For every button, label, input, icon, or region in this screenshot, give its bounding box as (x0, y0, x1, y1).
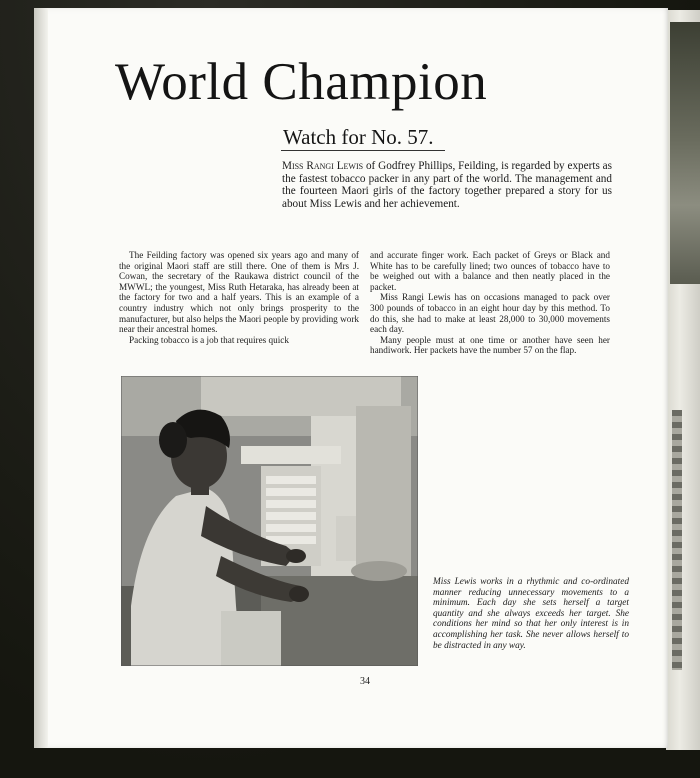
article-title: World Champion (115, 53, 488, 111)
left-column (119, 250, 359, 345)
intro-text: of Godfrey Phillips, Feilding, is regarded by experts as the fastest tobacco packer in any part of the world. The management and the fourteen Maori girls of the factory together prepared a story for us about Miss Lewis and her achievement. (282, 160, 612, 211)
left-paragraph-2: Packing tobacco is a job that requires quick (129, 334, 289, 345)
subtitle-underline (281, 150, 445, 151)
left-paragraph-1: The Feilding factory was opened six years ago and many of the original Maori staff are still there. One of them is Mrs J. Cowan, the secretary of the Raukawa district council of the MWWL; the youngest, Miss Ruth Hetaraka, has already been at the factory for two and a half years. This is an example of a country industry which not only brings prosperity to the manufacturer, but also helps the Maori people by providing work near their ancestral homes. (119, 250, 359, 335)
intro-lead-name: Miss Rangi Lewis (282, 160, 364, 172)
article-photo (121, 376, 418, 666)
page-binding-shadow (34, 8, 48, 748)
right-column (370, 250, 610, 356)
page-number: 34 (360, 676, 370, 687)
right-paragraph-2: Miss Rangi Lewis has on occasions managed to pack over 300 pounds of tobacco in an eight hour day by this method. To do this, she had to make at least 28,000 to 30,000 movements each day. (370, 292, 610, 335)
right-paragraph-3: Many people must at one time or another have seen her handiwork. Her packets have the number 57 on the flap. (370, 334, 610, 356)
facing-page-photo (670, 22, 700, 284)
article-intro (282, 160, 612, 211)
article-subtitle: Watch for No. 57. (283, 125, 434, 149)
right-paragraph-1: and accurate finger work. Each packet of Greys or Black and White has to be carefully lined; two ounces of tobacco have to be weighed out with a balance and then neatly placed in the packet. (370, 250, 610, 292)
factory-worker-photo (121, 376, 418, 666)
photo-caption: Miss Lewis works in a rhythmic and co-ordinated manner reducing unnecessary movements to a minimum. Each day she sets herself a target quantity and she always exceeds her target. She conditions her mind so that her only interest is in accomplishing her task. She never allows herself to be distracted in any way. (433, 577, 629, 651)
facing-page-strip (672, 410, 682, 670)
